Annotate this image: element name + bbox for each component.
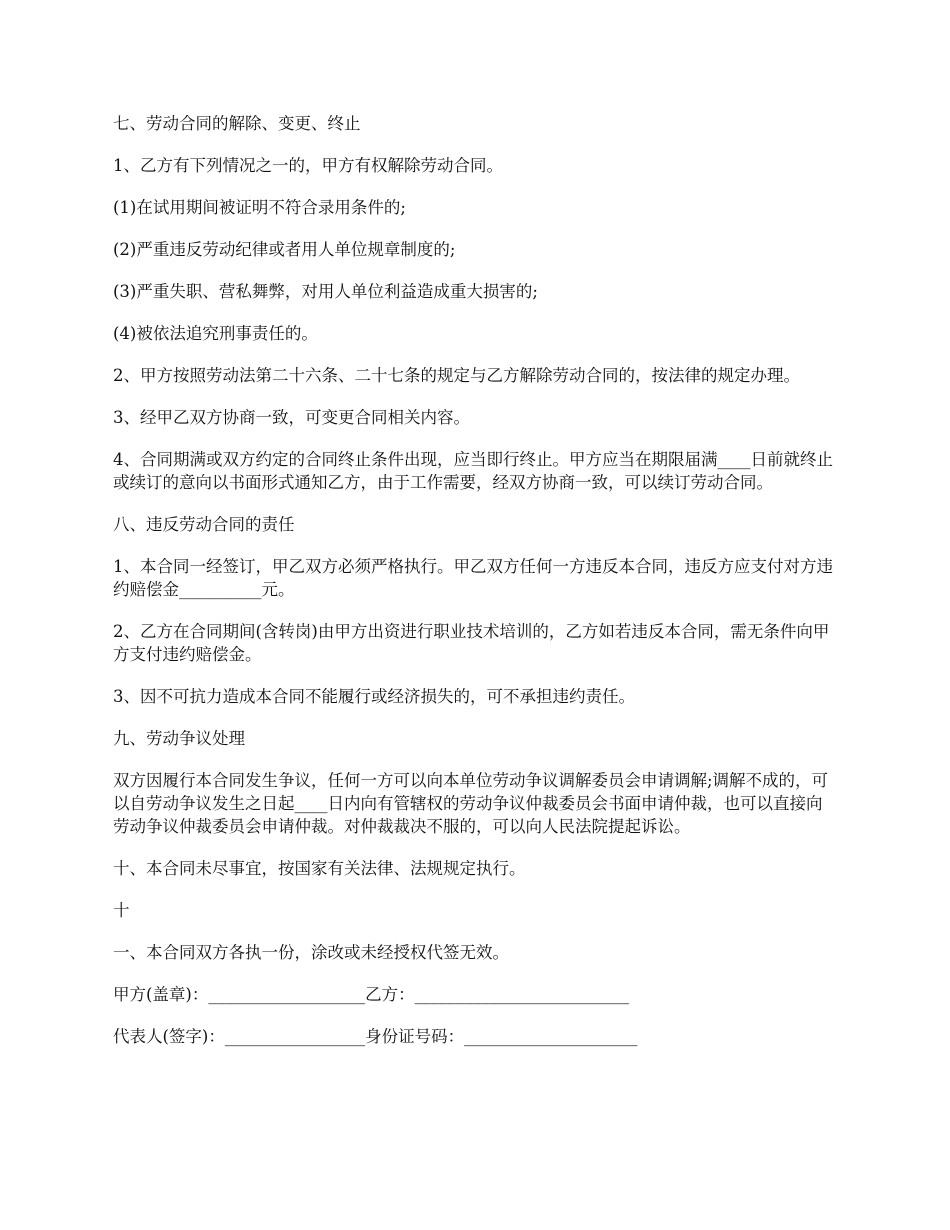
section-7-item-3: (3)严重失职、营私舞弊，对用人单位利益造成重大损害的;	[113, 282, 538, 301]
section-7-item-4: (4)被依法追究刑事责任的。	[113, 324, 318, 343]
section-7-item-1: (1)在试用期间被证明不符合录用条件的;	[113, 198, 406, 217]
section-11-heading: 十	[113, 901, 130, 920]
section-8-heading: 八、违反劳动合同的责任	[113, 515, 295, 534]
section-7-clause-3: 3、经甲乙双方协商一致，可变更合同相关内容。	[113, 408, 470, 427]
section-9-heading: 九、劳动争议处理	[113, 729, 245, 748]
signature-line-party-a-b: 甲方(盖章)：___________________乙方：__________________________	[113, 985, 630, 1004]
section-10-clause: 十、本合同未尽事宜，按国家有关法律、法规规定执行。	[113, 859, 526, 878]
section-7-clause-1: 1、乙方有下列情况之一的，甲方有权解除劳动合同。	[113, 156, 503, 175]
section-7-item-2: (2)严重违反劳动纪律或者用人单位规章制度的;	[113, 240, 456, 259]
section-7-clause-2: 2、甲方按照劳动法第二十六条、二十七条的规定与乙方解除劳动合同的，按法律的规定办理。	[113, 366, 800, 385]
section-8-clause-1: 1、本合同一经签订，甲乙双方必须严格执行。甲乙双方任何一方违反本合同，违反方应支付对方违约赔偿金__________元。	[113, 557, 833, 599]
section-8-clause-3: 3、因不可抗力造成本合同不能履行或经济损失的，可不承担违约责任。	[113, 687, 635, 706]
document-page	[113, 112, 835, 1067]
section-9-clause-1: 双方因履行本合同发生争议，任何一方可以向本单位劳动争议调解委员会申请调解;调解不成的，可以自劳动争议发生之日起____日内向有管辖权的劳动争议仲裁委员会书面申请仲裁，也可以直接向劳动争议仲裁委员会申请仲裁。对仲裁裁决不服的，可以向人民法院提起诉讼。	[113, 771, 829, 836]
section-7-clause-4: 4、合同期满或双方约定的合同终止条件出现，应当即行终止。甲方应当在期限届满____日前就终止或续订的意向以书面形式通知乙方，由于工作需要，经双方协商一致，可以续订劳动合同。	[113, 450, 833, 492]
section-8-clause-2: 2、乙方在合同期间(含转岗)由甲方出资进行职业技术培训的，乙方如若违反本合同，需无条件向甲方支付违约赔偿金。	[113, 622, 830, 664]
signature-line-representative-id: 代表人(签字)：_________________身份证号码：_____________________	[113, 1027, 638, 1046]
section-7-heading: 七、劳动合同的解除、变更、终止	[113, 114, 361, 133]
section-11-clause: 一、本合同双方各执一份，涂改或未经授权代签无效。	[113, 943, 509, 962]
